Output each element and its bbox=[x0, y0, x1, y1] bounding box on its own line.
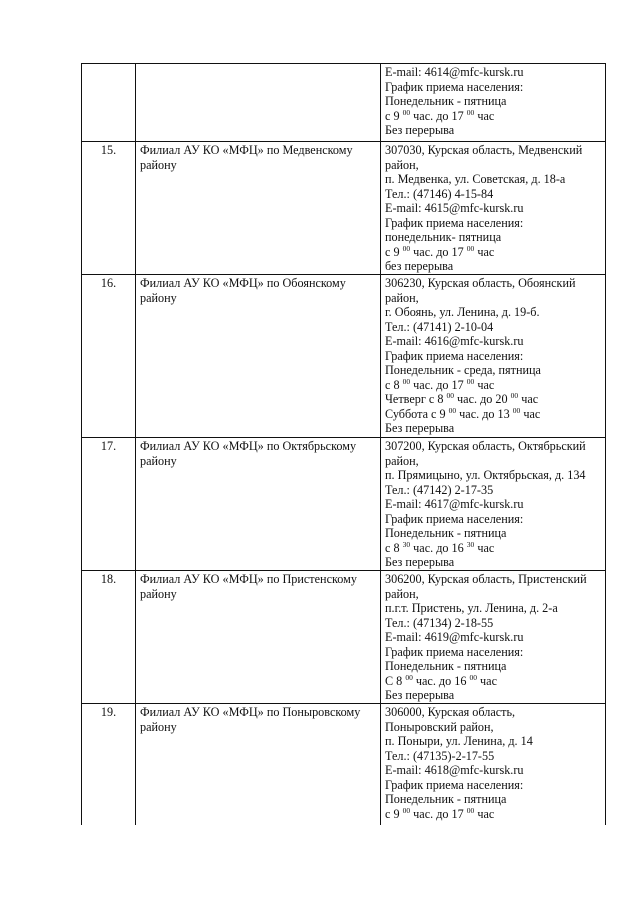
time-minutes-superscript: 00 bbox=[466, 376, 475, 386]
info-line: График приема населения: bbox=[385, 348, 524, 363]
info-line bbox=[385, 674, 601, 689]
branch-name bbox=[136, 64, 381, 142]
info-line: п. Прямицыно, ул. Октябрьская, д. 134 bbox=[385, 468, 586, 482]
info-line: 307200, Курская область, Октябрьский район, bbox=[385, 439, 586, 468]
time-text: час bbox=[474, 377, 495, 392]
time-text: час bbox=[474, 244, 495, 259]
time-text: час bbox=[474, 108, 495, 123]
time-minutes-superscript: 00 bbox=[466, 243, 475, 253]
time-text: час. до 16 bbox=[412, 673, 470, 688]
time-minutes-superscript: 00 bbox=[402, 805, 411, 815]
info-line bbox=[385, 378, 601, 393]
branch-name: Филиал АУ КО «МФЦ» по Медвенскому району bbox=[136, 142, 381, 275]
time-text: с 9 bbox=[385, 108, 403, 123]
info-line: без перерыва bbox=[385, 259, 454, 273]
time-text: час bbox=[474, 806, 495, 821]
time-minutes-superscript: 00 bbox=[510, 391, 519, 400]
row-number: 17. bbox=[82, 438, 136, 571]
branch-name: Филиал АУ КО «МФЦ» по Пристенскому району bbox=[136, 571, 381, 704]
branch-contact-info bbox=[381, 64, 606, 142]
info-line: Тел.: (47142) 2-17-35 bbox=[385, 482, 494, 497]
branch-table bbox=[81, 63, 606, 825]
time-text: час. до 17 bbox=[410, 244, 467, 259]
info-line bbox=[385, 245, 601, 260]
time-text: час bbox=[520, 406, 541, 421]
info-line: Поныровский район, bbox=[385, 719, 494, 734]
info-line: График приема населения: bbox=[385, 511, 524, 526]
branch-name: Филиал АУ КО «МФЦ» по Обоянскому району bbox=[136, 275, 381, 438]
time-text: Четверг с 8 bbox=[385, 392, 447, 406]
info-line bbox=[385, 541, 601, 556]
info-line: График приема населения: bbox=[385, 79, 524, 94]
time-text: с 8 bbox=[385, 540, 403, 555]
branch-contact-info bbox=[381, 142, 606, 275]
row-number: 18. bbox=[82, 571, 136, 704]
info-line: 306000, Курская область, bbox=[385, 705, 516, 719]
info-line: 307030, Курская область, Медвенский район, bbox=[385, 143, 583, 172]
info-line: E-mail: 4616@mfc-kursk.ru bbox=[385, 334, 524, 348]
branch-contact-info bbox=[381, 704, 606, 826]
info-line: Понедельник - пятница bbox=[385, 94, 507, 108]
info-line: Без перерыва bbox=[385, 688, 455, 702]
time-minutes-superscript: 00 bbox=[405, 672, 413, 682]
time-minutes-superscript: 00 bbox=[466, 805, 475, 815]
info-line: Без перерыва bbox=[385, 421, 455, 435]
info-line: E-mail: 4614@mfc-kursk.ru bbox=[385, 65, 524, 79]
time-minutes-superscript: 00 bbox=[402, 107, 411, 117]
info-line: Понедельник - пятница bbox=[385, 792, 507, 806]
time-minutes-superscript: 00 bbox=[512, 405, 521, 415]
time-minutes-superscript: 00 bbox=[446, 391, 454, 400]
info-line: Без перерыва bbox=[385, 123, 455, 137]
time-text: час. до 17 bbox=[410, 108, 467, 123]
branch-name: Филиал АУ КО «МФЦ» по Поныровскому району bbox=[136, 704, 381, 826]
info-line: п. Поныри, ул. Ленина, д. 14 bbox=[385, 734, 533, 748]
time-text: час. до 13 bbox=[456, 406, 513, 421]
time-text: С 8 bbox=[385, 673, 406, 688]
info-line: Тел.: (47135)-2-17-55 bbox=[385, 748, 495, 763]
row-number bbox=[82, 64, 136, 142]
time-text: час. до 17 bbox=[410, 377, 467, 392]
time-text: Суббота с 9 bbox=[385, 406, 449, 421]
info-line: п. Медвенка, ул. Советская, д. 18-а bbox=[385, 172, 566, 186]
info-line bbox=[385, 807, 601, 822]
branch-contact-info bbox=[381, 438, 606, 571]
info-line: График приема населения: bbox=[385, 777, 524, 792]
table-row bbox=[82, 438, 606, 571]
info-line: п.г.т. Пристень, ул. Ленина, д. 2-а bbox=[385, 601, 558, 615]
time-minutes-superscript: 00 bbox=[402, 243, 411, 253]
info-line: понедельник- пятница bbox=[385, 230, 502, 244]
time-minutes-superscript: 00 bbox=[466, 107, 475, 117]
time-text: с 9 bbox=[385, 244, 403, 259]
info-line: E-mail: 4619@mfc-kursk.ru bbox=[385, 630, 524, 644]
time-text: час bbox=[477, 673, 497, 688]
branch-contact-info bbox=[381, 275, 606, 438]
time-text: с 9 bbox=[385, 806, 403, 821]
table-row bbox=[82, 704, 606, 826]
info-line bbox=[385, 109, 601, 124]
info-line: E-mail: 4615@mfc-kursk.ru bbox=[385, 201, 524, 215]
table-row bbox=[82, 142, 606, 275]
time-text: час bbox=[474, 540, 495, 555]
info-line: Без перерыва bbox=[385, 555, 455, 569]
info-line bbox=[385, 407, 601, 422]
row-number: 15. bbox=[82, 142, 136, 275]
info-line: Понедельник - среда, пятница bbox=[385, 363, 541, 377]
info-line: Тел.: (47146) 4-15-84 bbox=[385, 186, 494, 201]
time-text: час bbox=[518, 392, 539, 406]
table-row bbox=[82, 275, 606, 438]
info-line: Тел.: (47141) 2-10-04 bbox=[385, 319, 494, 334]
time-minutes-superscript: 30 bbox=[466, 539, 475, 549]
info-line: График приема населения: bbox=[385, 215, 524, 230]
table-row bbox=[82, 571, 606, 704]
time-text: час. до 16 bbox=[410, 540, 467, 555]
time-text: с 8 bbox=[385, 377, 403, 392]
time-text: час. до 20 bbox=[454, 392, 511, 406]
info-line: E-mail: 4618@mfc-kursk.ru bbox=[385, 763, 524, 777]
row-number: 16. bbox=[82, 275, 136, 438]
time-text: час. до 17 bbox=[410, 806, 467, 821]
info-line: 306230, Курская область, Обоянский район, bbox=[385, 276, 576, 305]
time-minutes-superscript: 30 bbox=[402, 539, 411, 549]
row-number: 19. bbox=[82, 704, 136, 826]
info-line: График приема населения: bbox=[385, 644, 524, 659]
table-row bbox=[82, 64, 606, 142]
info-line: г. Обоянь, ул. Ленина, д. 19-б. bbox=[385, 305, 540, 319]
info-line: 306200, Курская область, Пристенский район, bbox=[385, 572, 587, 601]
branch-contact-info bbox=[381, 571, 606, 704]
time-minutes-superscript: 00 bbox=[469, 672, 477, 682]
info-line: E-mail: 4617@mfc-kursk.ru bbox=[385, 497, 524, 511]
branch-name: Филиал АУ КО «МФЦ» по Октябрьскому району bbox=[136, 438, 381, 571]
info-line bbox=[385, 392, 601, 407]
info-line: Понедельник - пятница bbox=[385, 659, 507, 673]
time-minutes-superscript: 00 bbox=[402, 376, 411, 386]
info-line: Тел.: (47134) 2-18-55 bbox=[385, 615, 494, 630]
time-minutes-superscript: 00 bbox=[448, 405, 457, 415]
info-line: Понедельник - пятница bbox=[385, 526, 507, 540]
